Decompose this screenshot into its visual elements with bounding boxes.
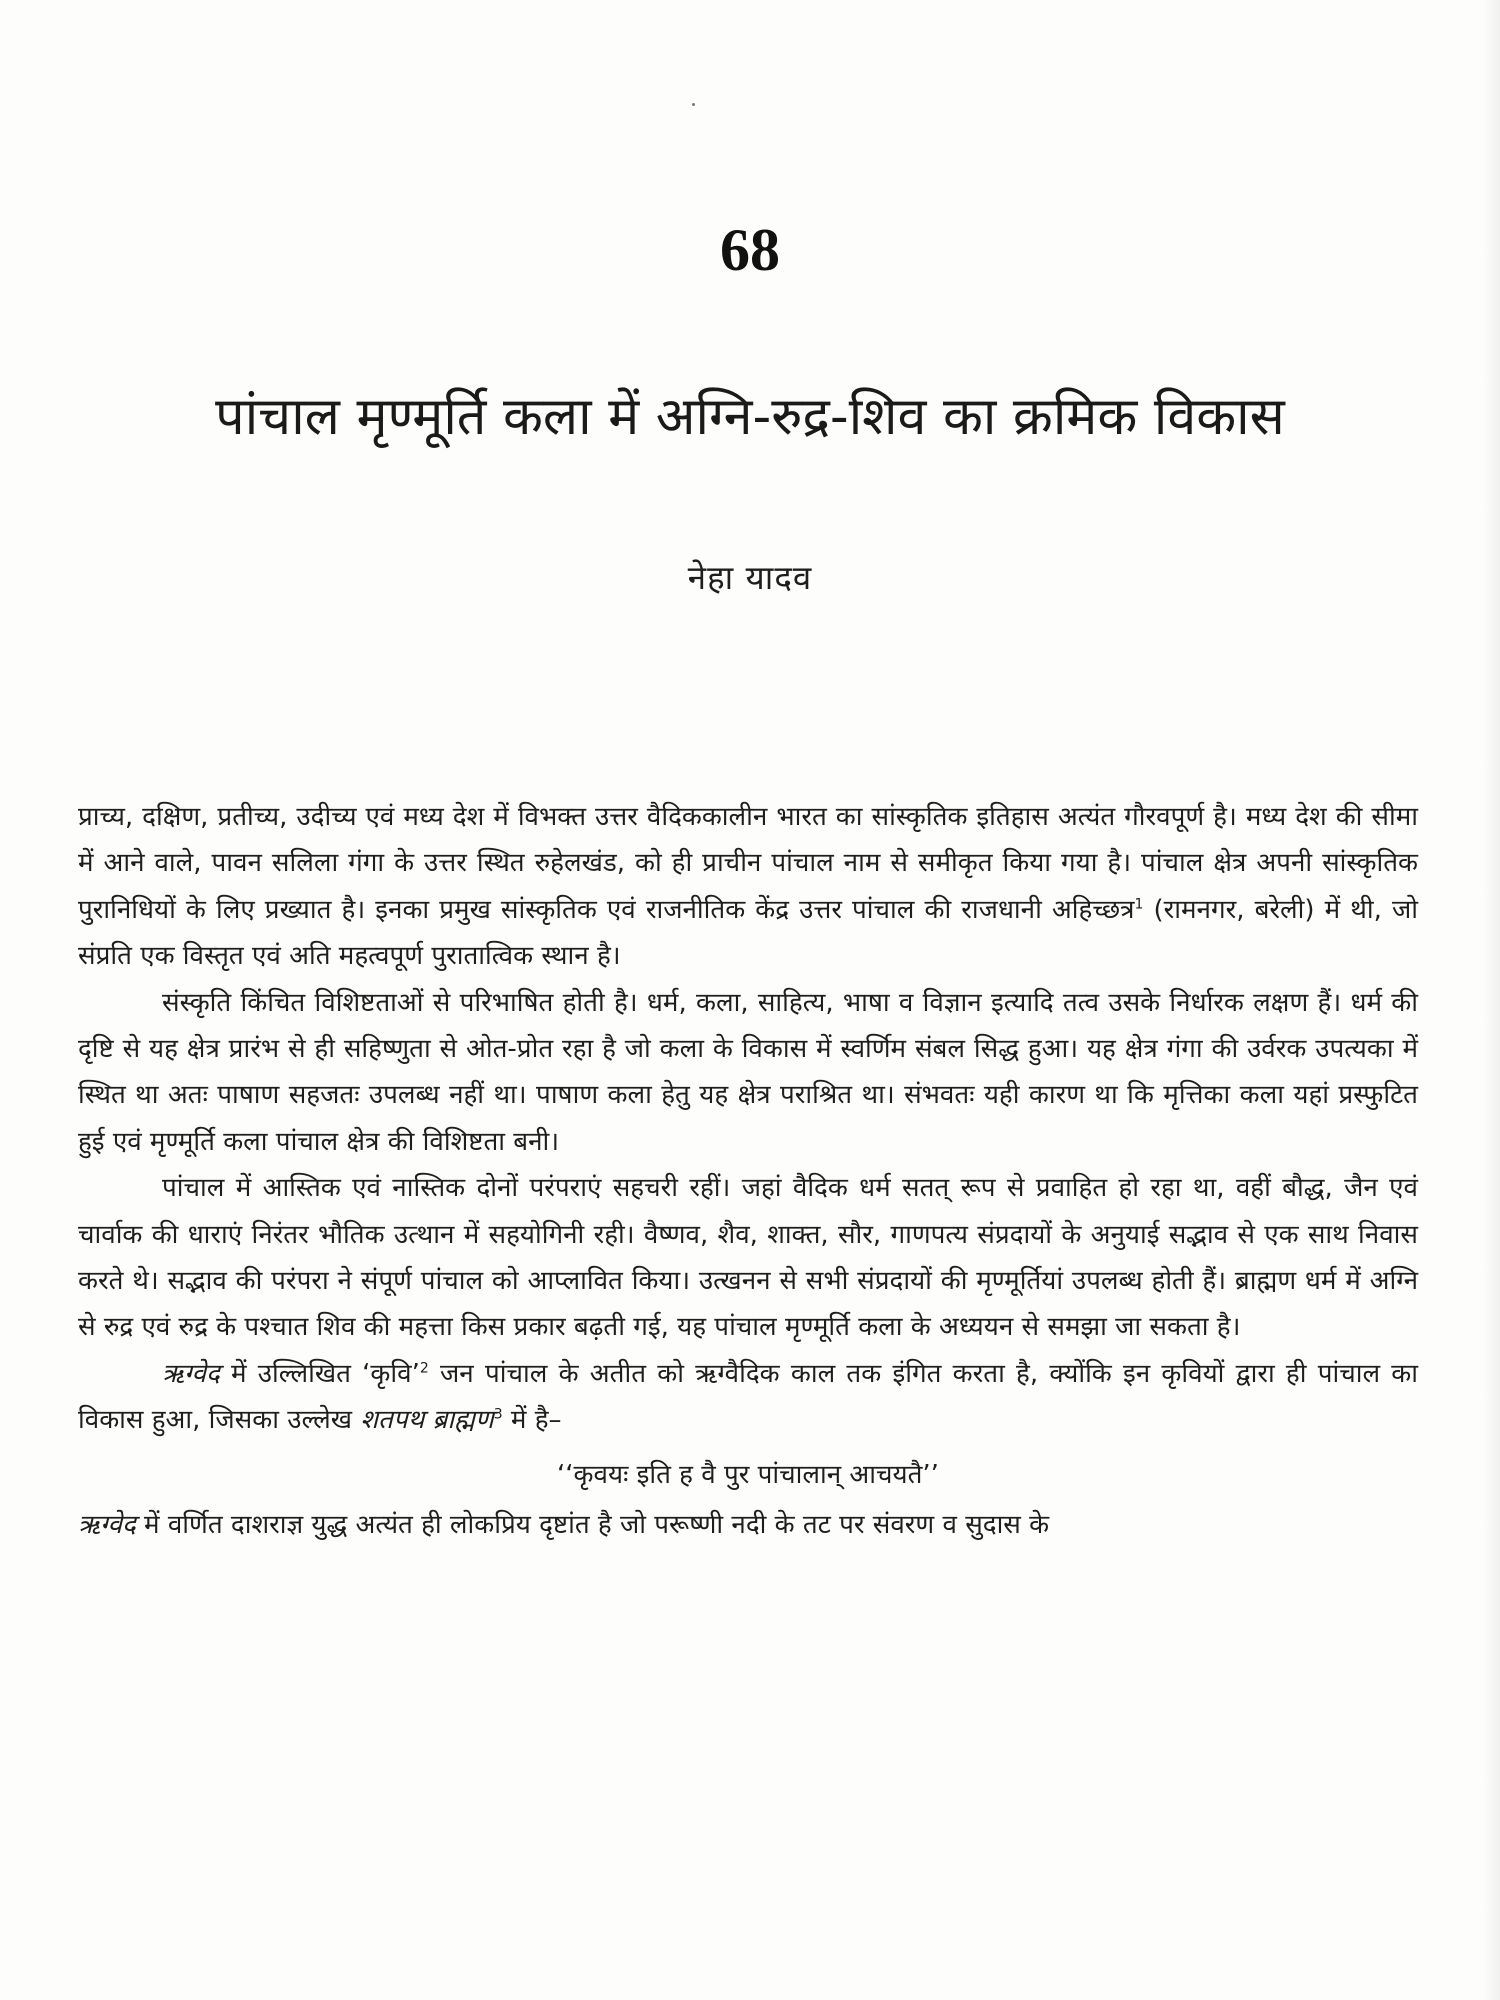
page-edge-shadow xyxy=(1482,0,1500,2000)
footnote-ref-2: 2 xyxy=(419,1360,429,1377)
footnote-ref-3: 3 xyxy=(493,1406,503,1423)
scan-speck xyxy=(692,103,695,106)
article-body xyxy=(78,794,1418,1549)
rigveda-italic: ऋग्वेद xyxy=(162,1358,220,1389)
chapter-number: 68 xyxy=(720,217,780,283)
paragraph-5-text: में वर्णित दाशराज्ञ युद्ध अत्यंत ही लोकप्रिय दृष्टांत है जो परूष्णी नदी के तट पर संवरण व सुदास के xyxy=(135,1510,1050,1541)
shatapatha-italic: शतपथ ब्राह्मण xyxy=(360,1405,494,1436)
paragraph-1-text: प्राच्य, दक्षिण, प्रतीच्य, उदीच्य एवं मध्य देश में विभक्त उत्तर वैदिककालीन भारत का सांस्कृतिक इतिहास अत्यंत गौरवपूर्ण है। मध्य देश की सीमा में आने वाले, पावन सलिला गंगा के उत्तर स्थित रुहेलखंड, को ही प्राचीन पांचाल नाम से समीकृत किया गया है। पांचाल क्षेत्र अपनी सांस्कृतिक पुरानिधियों के लिए प्रख्यात है। इनका प्रमुख सांस्कृतिक एवं राजनीतिक केंद्र उत्तर पांचाल की राजधानी अहिच्छत्र xyxy=(78,802,1418,925)
paragraph-4-c: में है– xyxy=(502,1405,562,1436)
paragraph-1 xyxy=(78,794,1418,980)
paragraph-1-tail: (रामनगर, बरेली) में थी, जो संप्रति एक विस्तृत एवं अति महत्वपूर्ण पुरातात्विक स्थान है। xyxy=(78,894,1418,972)
paragraph-3: पांचाल में आस्तिक एवं नास्तिक दोनों परंपराएं सहचरी रहीं। जहां वैदिक धर्म सतत् रूप से प्रवाहित हो रहा था, वहीं बौद्ध, जैन एवं चार्वाक की धाराएं निरंतर भौतिक उत्थान में सहयोगिनी रही। वैष्णव, शैव, शाक्त, सौर, गाणपत्य संप्रदायों के अनुयाई सद्भाव से एक साथ निवास करते थे। सद्भाव की परंपरा ने संपूर्ण पांचाल को आप्लावित किया। उत्खनन से सभी संप्रदायों की मृण्मूर्तियां उपलब्ध होती हैं। ब्राह्मण धर्म में अग्नि से रुद्र एवं रुद्र के पश्चात शिव की महत्ता किस प्रकार बढ़ती गई, यह पांचाल मृण्मूर्ति कला के अध्ययन से समझा जा सकता है। xyxy=(78,1173,1418,1343)
sanskrit-quote: ‘‘कृवयः इति ह वै पुर पांचालान् आचयतै’’ xyxy=(557,1459,939,1490)
author-name: नेहा यादव xyxy=(687,558,813,597)
footnote-ref-1: 1 xyxy=(1134,896,1144,913)
paragraph-5 xyxy=(78,1502,1418,1548)
chapter-title: पांचाल मृण्मूर्ति कला में अग्नि-रुद्र-शिव का क्रमिक विकास xyxy=(215,387,1285,447)
paragraph-4-b: जन पांचाल के अतीत को ऋग्वैदिक काल तक इंगित करता है, क्योंकि इन कृवियों द्वारा ही पांचाल का विकास हुआ, जिसका उल्लेख xyxy=(78,1358,1419,1436)
paragraph-4-a: में उल्लिखित ‘कृवि’ xyxy=(219,1358,420,1389)
paragraph-2: संस्कृति किंचित विशिष्टताओं से परिभाषित होती है। धर्म, कला, साहित्य, भाषा व विज्ञान इत्यादि तत्व उसके निर्धारक लक्षण हैं। धर्म की दृष्टि से यह क्षेत्र प्रारंभ से ही सहिष्णुता से ओत-प्रोत रहा है जो कला के विकास में स्वर्णिम संबल सिद्ध हुआ। यह क्षेत्र गंगा की उर्वरक उपत्यका में स्थित था अतः पाषाण सहजतः उपलब्ध नहीं था। पाषाण कला हेतु यह क्षेत्र पराश्रित था। संभवतः यही कारण था कि मृत्तिका कला यहां प्रस्फुटित हुई एवं मृण्मूर्ति कला पांचाल क्षेत्र की विशिष्टता बनी। xyxy=(78,987,1418,1157)
rigveda-italic-2: ऋग्वेद xyxy=(78,1510,136,1541)
paragraph-4 xyxy=(78,1351,1418,1444)
